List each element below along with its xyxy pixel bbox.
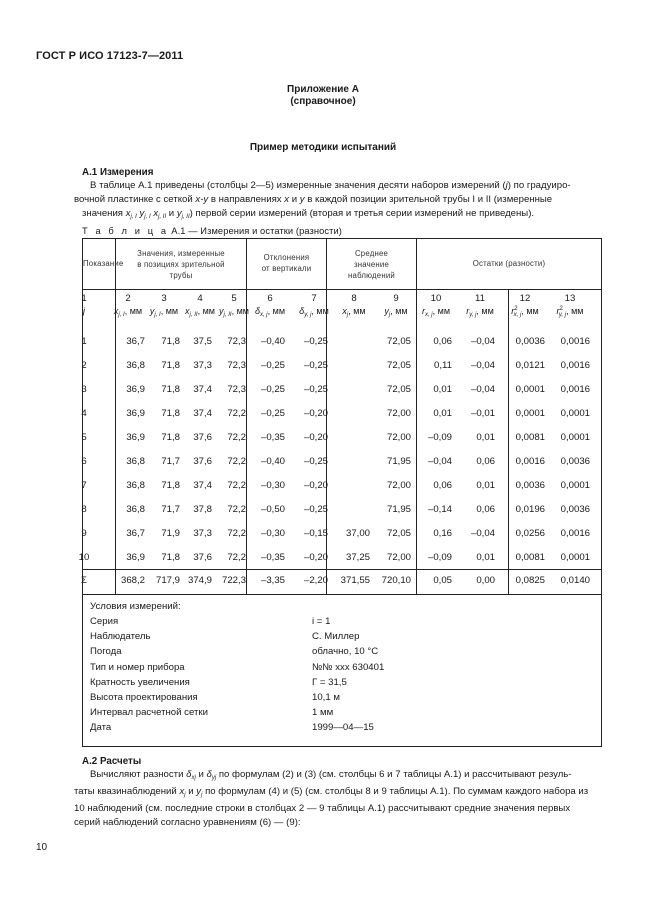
- table-cell: 72,2: [227, 504, 246, 515]
- table-cell: –0,35: [260, 552, 285, 563]
- condition-label: Кратность увеличения: [90, 676, 190, 688]
- table-cell: –0,25: [303, 504, 328, 515]
- table-cell: 72,3: [227, 384, 246, 395]
- table-cell: 71,8: [161, 336, 180, 347]
- table-cell-index: 1: [81, 336, 87, 347]
- table-cell: 36,8: [126, 456, 145, 467]
- condition-value: №№ ххх 630401: [312, 661, 385, 673]
- table-cell: –0,09: [427, 552, 452, 563]
- table-cell: 0,0016: [560, 528, 590, 539]
- condition-value: С. Миллер: [312, 631, 360, 643]
- table-cell-index: 4: [81, 408, 87, 419]
- section-title: Пример методики испытаний: [249, 142, 397, 153]
- table-cell: 36,8: [126, 504, 145, 515]
- table-cell: –0,30: [260, 480, 285, 491]
- table-cell: –0,20: [303, 432, 328, 443]
- sum-cell: 371,55: [340, 575, 370, 586]
- conditions-title: Условия измерений:: [90, 601, 181, 612]
- table-cell: –0,40: [260, 336, 285, 347]
- table-cell: 36,9: [126, 432, 145, 443]
- table-cell: –0,35: [260, 432, 285, 443]
- table-cell: 0,0036: [515, 480, 545, 491]
- condition-label: Интервал расчетной сетки: [90, 707, 208, 719]
- table-cell: 0,01: [433, 408, 452, 419]
- table-cell: 36,9: [126, 552, 145, 563]
- condition-value: 1 мм: [312, 707, 334, 719]
- table-cell: 71,9: [161, 528, 180, 539]
- table-cell: 0,11: [434, 360, 452, 371]
- column-unit: $\delta_{y, j}$, мм: [299, 306, 329, 318]
- column-number: 6: [267, 293, 273, 304]
- table-cell: 37,6: [193, 432, 212, 443]
- table-cell: 0,06: [476, 504, 495, 515]
- table-cell: 72,2: [227, 528, 246, 539]
- column-number: 5: [231, 293, 237, 304]
- header-residuals: Остатки (разности): [472, 259, 546, 268]
- table-cell: –0,01: [470, 408, 495, 419]
- table-cell: 71,7: [161, 456, 180, 467]
- column-number: 3: [161, 293, 167, 304]
- table-cell: –0,14: [427, 504, 452, 515]
- condition-value: 1999—04—15: [312, 722, 374, 734]
- table-cell: 0,0001: [515, 408, 545, 419]
- a1-paragraph: В таблице А.1 приведены (столбцы 2—5) измеренные значения десяти наборов измерений (j) по градуиро- вочной пластинке с сеткой x-y в направлениях x и y в каждой позиции зрительной трубы I и II (измеренные значения $x_{j, I}$ $y_{j, I}$ $x_{j, II}$ и $y_{j, II}$) первой серии измерений (вторая и третья серии измерений не приведены).: [74, 180, 571, 220]
- table-cell: –0,15: [303, 528, 328, 539]
- table-cell: 0,0001: [560, 408, 590, 419]
- table-cell: 0,0081: [515, 552, 545, 563]
- table-cell: –0,04: [470, 384, 495, 395]
- table-cell: 0,01: [433, 384, 452, 395]
- table-cell-index: 10: [78, 552, 90, 563]
- table-cell: 0,01: [476, 552, 495, 563]
- condition-value: Г = 31,5: [312, 676, 347, 688]
- sum-cell: –2,20: [303, 575, 328, 586]
- a2-heading: А.2 Расчеты: [82, 756, 142, 767]
- sum-cell: 720,10: [381, 575, 411, 586]
- table-cell: 36,7: [126, 528, 145, 539]
- table-cell: –0,25: [260, 384, 285, 395]
- appendix-subtitle: (справочное): [290, 96, 356, 107]
- column-unit-j: j: [82, 306, 86, 317]
- header-values: Значения, измеренные в позициях зрительной трубы: [137, 249, 225, 280]
- sum-cell: 0,0825: [515, 575, 545, 586]
- table-cell: 0,0001: [560, 552, 590, 563]
- header-deviation: Отклонения от вертикали: [261, 253, 312, 273]
- table-cell: –0,25: [260, 408, 285, 419]
- condition-label: Высота проектирования: [90, 692, 198, 703]
- condition-label: Погода: [90, 646, 122, 658]
- table-cell: –0,25: [260, 360, 285, 371]
- table-cell: 72,00: [386, 552, 411, 563]
- table-cell: 36,9: [126, 408, 145, 419]
- sum-cell: 0,05: [433, 575, 452, 586]
- condition-value: 10,1 м: [312, 692, 340, 703]
- table-cell: 72,05: [386, 336, 411, 347]
- table-cell: 71,8: [161, 384, 180, 395]
- condition-value: i = 1: [312, 616, 331, 627]
- table-cell: 71,95: [386, 456, 411, 467]
- sum-cell: 717,9: [155, 575, 180, 586]
- table-cell: 0,0256: [515, 528, 545, 539]
- table-cell: –0,20: [303, 480, 328, 491]
- condition-value: облачно, 10 °С: [312, 646, 379, 658]
- table-cell: 72,2: [227, 456, 246, 467]
- table-caption: Т а б л и ц а А.1 — Измерения и остатки (разности): [82, 226, 342, 236]
- table-cell: –0,04: [427, 456, 452, 467]
- table-cell: 37,3: [193, 360, 212, 371]
- column-unit: $y_{j, I}$, мм: [149, 306, 179, 318]
- table-cell: 37,00: [345, 528, 370, 539]
- column-unit: $x_{j, II}$, мм: [185, 306, 215, 318]
- table-cell: –0,04: [470, 528, 495, 539]
- table-cell: 0,01: [476, 432, 495, 443]
- table-cell: 0,0196: [515, 504, 545, 515]
- table-cell: 71,95: [386, 504, 411, 515]
- table-cell: 71,8: [161, 552, 180, 563]
- document-header: ГОСТ Р ИСО 17123-7—2011: [36, 50, 184, 62]
- table-cell: –0,25: [303, 360, 328, 371]
- table-cell: 72,2: [227, 480, 246, 491]
- table-cell: 0,0036: [560, 504, 590, 515]
- table-cell: 37,4: [193, 408, 212, 419]
- table-cell: 71,8: [161, 408, 180, 419]
- table-cell: 36,7: [126, 336, 145, 347]
- table-cell: 72,2: [227, 408, 246, 419]
- table-cell: 72,2: [227, 552, 246, 563]
- table-cell: 0,0121: [515, 360, 545, 371]
- condition-label: Дата: [90, 722, 112, 734]
- table-cell: 72,00: [386, 432, 411, 443]
- column-unit: $x_{j, I}$, мм: [113, 306, 143, 318]
- column-number: 8: [351, 293, 357, 304]
- table-cell: –0,25: [303, 336, 328, 347]
- column-unit: $\delta_{x, j}$, мм: [254, 306, 286, 318]
- table-cell: 37,4: [193, 480, 212, 491]
- column-number: 1: [81, 293, 87, 304]
- table-cell-index: 6: [81, 456, 87, 467]
- table-cell: 0,06: [433, 336, 452, 347]
- table-cell: –0,25: [303, 456, 328, 467]
- sum-symbol: Σ: [81, 575, 87, 586]
- sum-cell: 374,9: [187, 575, 212, 586]
- table-cell: 72,3: [227, 360, 246, 371]
- column-number: 10: [430, 293, 442, 304]
- table-cell: 0,0036: [515, 336, 545, 347]
- table-cell: 37,4: [193, 384, 212, 395]
- table-cell: –0,04: [470, 360, 495, 371]
- sum-cell: 368,2: [120, 575, 145, 586]
- table-cell: 37,3: [193, 528, 212, 539]
- table-cell: 71,8: [161, 480, 180, 491]
- table-cell: 37,6: [193, 456, 212, 467]
- condition-label: Серия: [90, 616, 119, 627]
- table-cell: 0,0001: [560, 432, 590, 443]
- header-show: Показание: [83, 259, 124, 268]
- table-cell: 0,0016: [560, 384, 590, 395]
- table-cell: 71,8: [161, 432, 180, 443]
- table-cell: 36,8: [126, 360, 145, 371]
- table-cell: 72,00: [386, 408, 411, 419]
- table-cell: 37,8: [193, 504, 212, 515]
- table-cell: 72,05: [386, 528, 411, 539]
- table-cell-index: 2: [81, 360, 87, 371]
- table-cell: 72,2: [227, 432, 246, 443]
- table-cell: –0,09: [427, 432, 452, 443]
- table-cell: 71,7: [161, 504, 180, 515]
- a1-heading: А.1 Измерения: [82, 167, 154, 178]
- table-cell: –0,25: [303, 384, 328, 395]
- table-cell-index: 9: [81, 528, 87, 539]
- column-number: 12: [519, 293, 531, 304]
- table-cell: 37,6: [193, 552, 212, 563]
- column-number: 9: [393, 293, 399, 304]
- table-cell: 0,01: [476, 480, 495, 491]
- table-cell: 0,0081: [515, 432, 545, 443]
- condition-label: Тип и номер прибора: [90, 661, 185, 673]
- column-number: 4: [197, 293, 203, 304]
- column-unit: $y_j$, мм: [384, 306, 408, 318]
- column-unit: $r^2_{y, j}$, мм: [556, 306, 584, 318]
- table-cell: 0,0001: [515, 384, 545, 395]
- table-cell: 0,06: [476, 456, 495, 467]
- table-cell-index: 8: [81, 504, 87, 515]
- sum-cell: –3,35: [260, 575, 285, 586]
- table-cell: –0,04: [470, 336, 495, 347]
- column-unit: $r_{x, j}$, мм: [421, 306, 451, 318]
- table-cell: 37,5: [193, 336, 212, 347]
- table-cell: –0,50: [260, 504, 285, 515]
- page-number: 10: [36, 842, 48, 853]
- column-number: 2: [125, 293, 131, 304]
- table-cell: 0,0001: [560, 480, 590, 491]
- a2-paragraph: Вычисляют разности $\delta_{xj}$ и $\delta_{yj}$ по формулам (2) и (3) (см. столбцы 6 и 7 таблицы А.1) и рассчитывают резуль- таты квазинаблюдений $x_j$ и $y_j$ по формулам (4) и (5) (см. столбцы 8 и 9 таблицы А.1). По суммам каждого набора из 10 наблюдений (см. последние строки в столбцах 2 — 9 таблицы А.1) рассчитывают средние значения первых серий наблюдений согласно уравнениям (6) — (9):: [74, 769, 589, 828]
- column-unit: $y_{j, II}$, мм: [219, 306, 249, 318]
- column-unit: $r_{y, j}$, мм: [466, 306, 494, 318]
- table-cell: 72,05: [386, 384, 411, 395]
- table-cell: 37,25: [345, 552, 370, 563]
- table-cell: 0,0036: [560, 456, 590, 467]
- table-cell: 0,16: [433, 528, 452, 539]
- column-number: 7: [311, 293, 317, 304]
- table-cell: –0,20: [303, 552, 328, 563]
- table-cell: 0,0016: [560, 360, 590, 371]
- table-cell-index: 7: [81, 480, 87, 491]
- appendix-title: Приложение А: [287, 84, 359, 95]
- table-cell: 72,00: [386, 480, 411, 491]
- header-mean: Среднее значение наблюдений: [348, 249, 395, 280]
- table-cell: –0,40: [260, 456, 285, 467]
- table-cell: –0,20: [303, 408, 328, 419]
- sum-cell: 0,00: [476, 575, 495, 586]
- table-cell: 0,0016: [515, 456, 545, 467]
- table-cell: 36,8: [126, 480, 145, 491]
- table-cell: 36,9: [126, 384, 145, 395]
- sum-cell: 722,3: [221, 575, 246, 586]
- table-cell: 0,0016: [560, 336, 590, 347]
- column-unit: $r^2_{x, j}$, мм: [511, 306, 539, 318]
- table-cell-index: 5: [81, 432, 87, 443]
- sum-cell: 0,0140: [560, 575, 590, 586]
- table-cell: 72,05: [386, 360, 411, 371]
- table-cell: 72,3: [227, 336, 246, 347]
- column-number: 11: [475, 293, 485, 304]
- table-cell: –0,30: [260, 528, 285, 539]
- condition-label: Наблюдатель: [90, 631, 151, 643]
- table-cell: 71,8: [161, 360, 180, 371]
- column-unit: $x_j$, мм: [342, 306, 366, 318]
- column-number: 13: [564, 293, 576, 304]
- table-cell-index: 3: [81, 384, 87, 395]
- table-cell: 0,06: [433, 480, 452, 491]
